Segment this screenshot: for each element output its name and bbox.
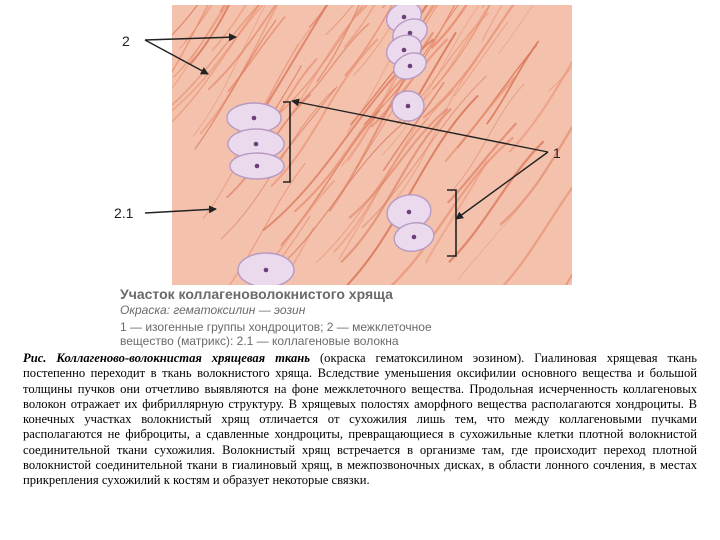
chondrocyte-nucleus (408, 64, 413, 69)
chondrocyte-nucleus (254, 142, 259, 147)
chondrocyte-nucleus (252, 116, 257, 121)
chondrocyte-nucleus (407, 210, 412, 215)
figure-title: Участок коллагеноволокнистого хряща (120, 286, 393, 302)
label-2-1: 2.1 (114, 205, 134, 221)
collagen-fiber (549, 0, 624, 1)
chondrocyte-nucleus (255, 164, 260, 169)
caption-body: (окраска гематоксилином эозином). Гиалиновая хрящевая ткань постепенно переходит в ткань волокнистого хряща. Вследствие уменьшения оксифилии основного вещества и большой толщины пучков они отчетливо выявляются на фоне межклеточного вещества. Продольная исчерченность коллагеновых волокон отражает их фибриллярную структуру. В хрящевых полостях аморфного вещества располагаются хондроциты. В конечных участках волокнистый хрящ отличается от сухожилия лишь тем, что между коллагеновыми пучками располагаются не фиброциты, а сдавленные хондроциты, превращающиеся в сухожильные клетки плотной волокнистой соединительной ткани сухожилия. Волокнистый хрящ встречается в организме там, где происходит переход плотной волокнистой соединительной ткани в гиалиновый хрящ, в межпозвоночных дисках, в области лонного сочления, в местах прикрепления сухожилий к костям и образует некоторые связки. (23, 351, 697, 487)
chondrocyte-nucleus (406, 104, 411, 109)
chondrocyte-nucleus (412, 235, 417, 240)
label-2: 2 (122, 33, 130, 49)
caption-lead: Рис. Коллагеново-волокнистая хрящевая ткань (23, 351, 311, 365)
figure-stain: Окраска: гематоксилин — эозин (120, 303, 306, 317)
chondrocyte-nucleus (402, 48, 407, 53)
chondrocyte-nucleus (402, 15, 407, 20)
figure-legend-line-1: 1 — изогенные группы хондроцитов; 2 — межклеточное (120, 320, 432, 334)
figure-legend-line-2: вещество (матрикс): 2.1 — коллагеновые волокна (120, 334, 399, 348)
collagen-fiber (206, 0, 355, 4)
caption-text (23, 351, 697, 488)
chondrocyte-nucleus (264, 268, 269, 273)
collagen-fiber (220, 0, 389, 1)
label-1: 1 (553, 145, 561, 161)
collagen-fiber (431, 0, 507, 1)
